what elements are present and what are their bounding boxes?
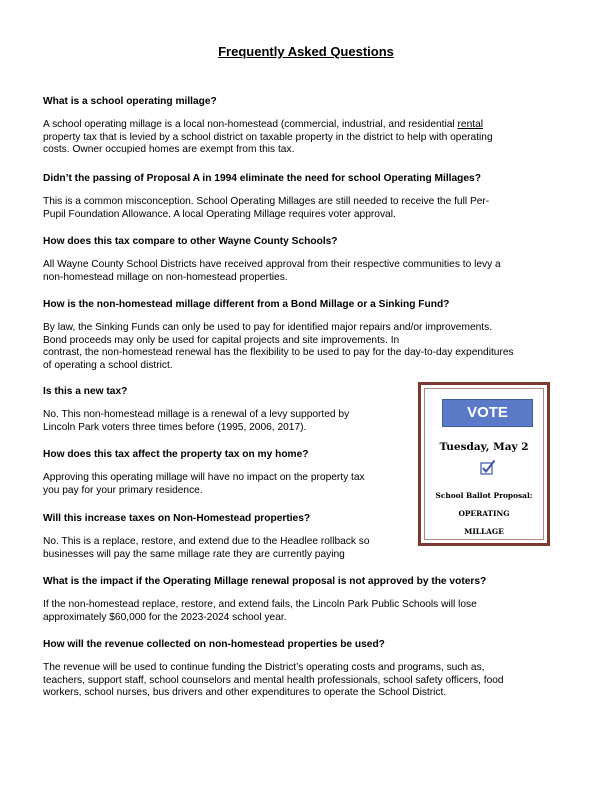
faq-question: What is the impact if the Operating Millage renewal proposal is not approved by the voters? — [43, 576, 487, 587]
answer-line: Bond proceeds may only be used for capital projects and site improvements. In — [43, 334, 400, 346]
answer-line: you pay for your primary residence. — [43, 484, 203, 496]
vote-box-inner-border — [424, 388, 544, 540]
answer-line: Pupil Foundation Allowance. A local Operating Millage requires voter approval. — [43, 208, 396, 220]
answer-line: of operating a school district. — [43, 360, 173, 372]
answer-line: No. This is a replace, restore, and extend due to the Headlee rollback so — [43, 536, 370, 547]
faq-answer — [43, 599, 563, 624]
answer-line: property tax that is levied by a school district on taxable property in the district to help with operating — [43, 131, 493, 143]
faq-question: Didn’t the passing of Proposal A in 1994 eliminate the need for school Operating Millages? — [43, 173, 481, 184]
underlined-word: rental — [457, 119, 483, 130]
answer-line: businesses will pay the same millage rate they are currently paying — [43, 548, 345, 560]
faq-answer — [43, 322, 563, 373]
ballot-check-icon — [480, 459, 496, 475]
answer-line: Approving this operating millage will have no impact on the property tax — [43, 472, 365, 483]
faq-question: Will this increase taxes on Non-Homestead properties? — [43, 513, 311, 524]
faq-answer — [43, 196, 563, 221]
answer-line: This is a common misconception. School Operating Millages are still needed to receive the full Per- — [43, 196, 490, 207]
answer-line: teachers, support staff, school counselors and mental health professionals, school safety officers, food — [43, 674, 504, 686]
vote-line-3: MILLAGE — [464, 527, 504, 536]
vote-line-1: School Ballot Proposal: — [435, 491, 533, 500]
answer-line: By law, the Sinking Funds can only be used to pay for identified major repairs and/or improvements. — [43, 322, 493, 333]
faq-question: How does this tax compare to other Wayne County Schools? — [43, 236, 338, 247]
vote-line-2: OPERATING — [458, 509, 510, 518]
page-title: Frequently Asked Questions — [218, 44, 394, 59]
vote-box — [418, 382, 550, 546]
vote-badge: VOTE — [442, 399, 533, 427]
answer-line: A school operating millage is a local non-homestead (commercial, industrial, and residential — [43, 119, 458, 130]
faq-answer — [43, 662, 563, 700]
answer-line: The revenue will be used to continue funding the District’s operating costs and programs, such as, — [43, 662, 485, 673]
answer-line: Lincoln Park voters three times before (1995, 2006, 2017). — [43, 421, 307, 433]
faq-answer — [43, 259, 563, 284]
answer-line: workers, school nurses, bus drivers and other expenditures to operate the School District. — [43, 687, 447, 699]
faq-question: How does this tax affect the property tax on my home? — [43, 449, 309, 460]
answer-line: costs. Owner occupied homes are exempt from this tax. — [43, 144, 295, 156]
answer-line: contrast, the non-homestead renewal has the flexibility to be used to pay for the day-to-day expenditures — [43, 347, 514, 359]
vote-date: Tuesday, May 2 — [439, 441, 529, 453]
faq-question: How is the non-homestead millage different from a Bond Millage or a Sinking Fund? — [43, 299, 450, 310]
answer-line: If the non-homestead replace, restore, and extend fails, the Lincoln Park Public Schools will lose — [43, 599, 477, 610]
faq-answer — [43, 119, 563, 157]
answer-line: non-homestead millage on non-homestead properties. — [43, 271, 288, 283]
faq-question: Is this a new tax? — [43, 386, 128, 397]
answer-line: All Wayne County School Districts have received approval from their respective communities to levy a — [43, 259, 501, 270]
answer-line: approximately $60,000 for the 2023-2024 school year. — [43, 611, 287, 623]
answer-line: No. This non-homestead millage is a renewal of a levy supported by — [43, 409, 350, 420]
faq-question: How will the revenue collected on non-homestead properties be used? — [43, 639, 385, 650]
faq-question: What is a school operating millage? — [43, 96, 217, 107]
